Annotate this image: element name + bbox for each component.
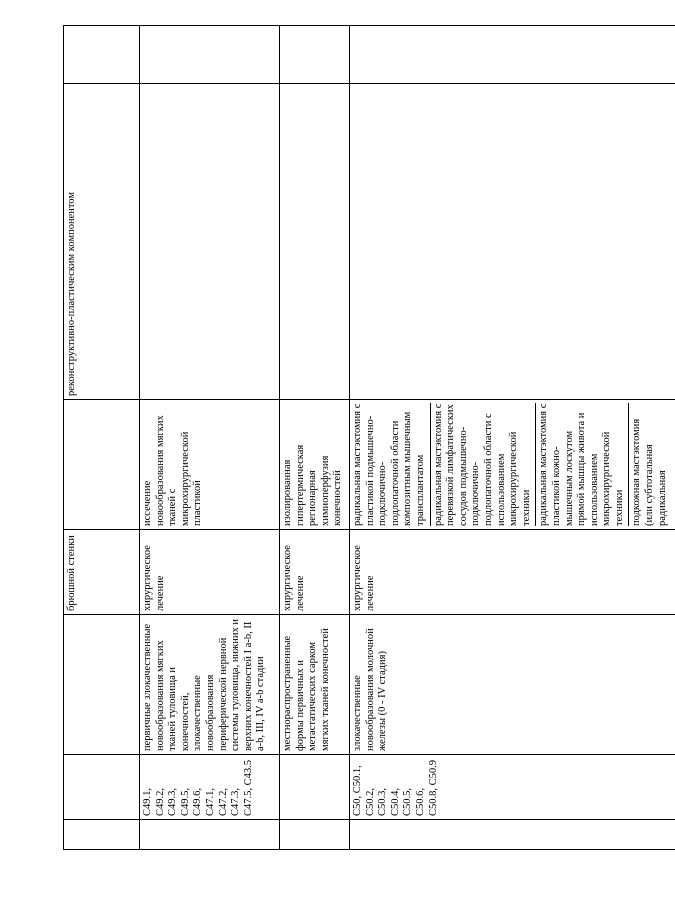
cell-empty-b (64, 755, 140, 820)
codes-soft-tissue-text: C49.1, C49.2, C49.3, C49.5, C49.6, C47.1, C47.2, C47.3, C47.5, C43.5 (142, 759, 254, 816)
method-soft-tissue-text: иссечение новообразования мягких тканей с микрохирургической пластикой (142, 415, 204, 526)
treatment-table (63, 25, 675, 850)
cell-treatment-soft-tissue (140, 530, 280, 615)
cell-empty-a (64, 820, 140, 850)
cell-empty-o (350, 26, 675, 84)
method-breast-3: радикальная мастэктомия с пластикой кожно-мышечным лоскутом прямой мышцы живота и использованием микрохирургической техники (538, 403, 629, 526)
cell-empty-f (140, 820, 280, 850)
cell-empty-m (350, 820, 675, 850)
diagnosis-breast-text: злокачественные новообразования молочной железы (0 - IV стадия) (352, 628, 389, 751)
cell-diagnosis-soft-tissue (140, 615, 280, 755)
cell-treatment-breast (350, 530, 675, 615)
cell-empty-j (280, 755, 350, 820)
cell-empty-e (64, 26, 140, 84)
method-breast-2: радикальная мастэктомия с перевязкой лимфатических сосудов подмышечно-подключично-подлопаточной области с использованием микрохирургической техники (433, 403, 537, 526)
method-sarcoma-text: изолированная гипертермическая регионарная химиоперфузия конечностей (282, 444, 344, 526)
cell-empty-d (64, 400, 140, 530)
diagnosis-sarcoma-text: местнораспространенные формы первичных и метастатических сарком мягких тканей конечностей (282, 628, 331, 751)
codes-breast-text: C50, C50.1, C50.2, C50.3, C50.4, C50.5, C50.6, C50.8, C50.9 (352, 759, 439, 816)
cell-treatment-sarcoma (280, 530, 350, 615)
cell-empty-i (280, 820, 350, 850)
cell-diagnosis-sarcoma (280, 615, 350, 755)
cell-diagnosis-top (64, 530, 140, 615)
cell-empty-c (64, 615, 140, 755)
method-breast-4: подкожная мастэктомия (или субтотальная радикальная (631, 418, 668, 526)
treatment-sarcoma-text: хирургическое лечение (282, 545, 306, 611)
cell-diagnosis-breast (350, 615, 675, 755)
cell-codes-breast (350, 755, 675, 820)
cell-empty-n (350, 84, 675, 400)
rotated-table-container (63, 26, 668, 850)
cell-codes-soft-tissue (140, 755, 280, 820)
table-row-soft-tissue (140, 26, 280, 850)
cell-method-soft-tissue (140, 400, 280, 530)
method-top-text: реконструктивно-пластическим компонентом (66, 192, 77, 396)
diagnosis-top-text: брюшной стенки (66, 535, 77, 611)
treatment-soft-tissue-text: хирургическое лечение (142, 545, 166, 611)
table-row-sarcoma (280, 26, 350, 850)
method-breast-1: радикальная мастэктомия с пластикой подмышечно-подключично-подлопаточной области композитным мышечным трансплантатом (352, 403, 431, 526)
treatment-breast-text: хирургическое лечение (352, 545, 376, 611)
table-row-breast (350, 26, 675, 850)
table-row-top (64, 26, 140, 850)
cell-empty-h (140, 26, 280, 84)
cell-methods-breast (350, 400, 675, 530)
cell-empty-l (280, 26, 350, 84)
diagnosis-soft-tissue-text: первичные злокачественные новообразования мягких тканей туловища и конечностей, злокачественные новообразования периферической нервной системы туловища, нижних и верхних конечностей I a-b, II a-b, III, IV a-b стадии (142, 618, 267, 751)
cell-empty-g (140, 84, 280, 400)
cell-method-top (64, 84, 140, 400)
cell-method-sarcoma (280, 400, 350, 530)
cell-empty-k (280, 84, 350, 400)
